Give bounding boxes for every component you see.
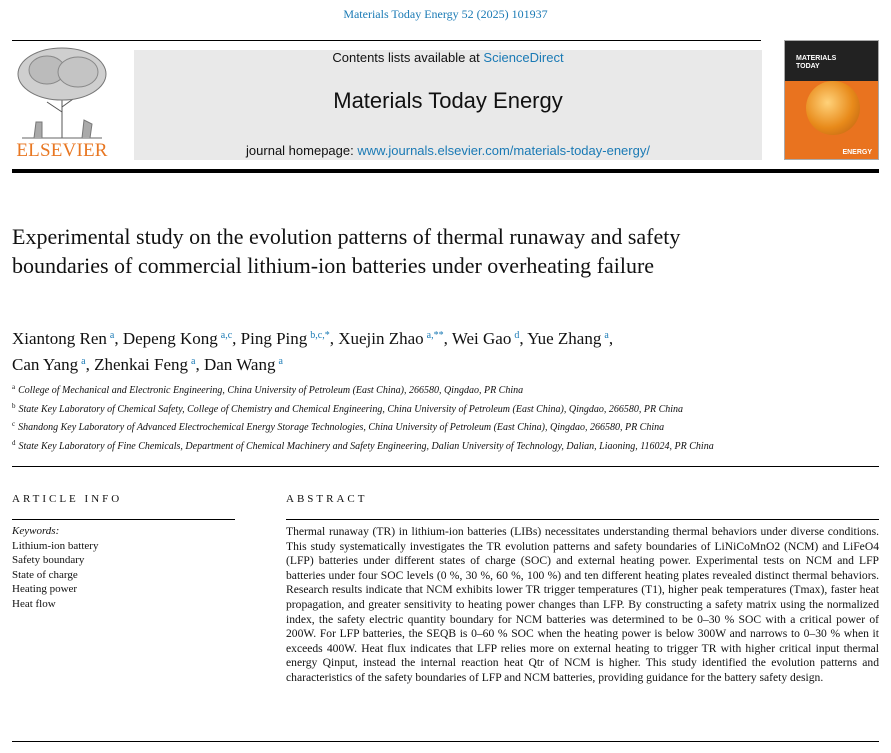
affiliation-item <box>12 417 772 436</box>
author-affiliation-marker[interactable]: a <box>278 356 283 367</box>
author-separator: , <box>195 355 204 374</box>
author-separator: , <box>232 329 241 348</box>
keywords-label: Keywords: <box>12 525 60 537</box>
author-separator: , <box>114 329 123 348</box>
author-affiliation-marker[interactable]: b,c,* <box>310 330 330 341</box>
affiliation-text: State Key Laboratory of Chemical Safety, College of Chemistry and Chemical Engineering, China University of Petroleum (East China), Qingdao, 266580, PR China <box>18 403 684 415</box>
author-affiliation-marker[interactable]: d <box>514 330 520 341</box>
affiliation-key: b <box>12 401 16 410</box>
author-name[interactable]: Xuejin Zhao <box>338 329 424 348</box>
author-list <box>12 324 752 376</box>
journal-citation[interactable]: Materials Today Energy 52 (2025) 101937 <box>343 7 548 21</box>
author-separator: , <box>519 329 528 348</box>
elsevier-tree-icon <box>12 42 112 140</box>
author-name[interactable]: Dan Wang <box>203 355 276 374</box>
journal-cover-thumbnail[interactable] <box>784 40 879 160</box>
cover-subtitle: ENERGY <box>842 149 872 156</box>
author-affiliation-marker[interactable]: a <box>109 330 115 341</box>
keyword-item: State of charge <box>12 568 78 581</box>
author-name[interactable]: Xiantong Ren <box>12 329 107 348</box>
author-affiliation-marker[interactable]: a,c <box>220 330 233 341</box>
author-name[interactable]: Wei Gao <box>451 329 512 348</box>
author-separator: , <box>329 329 339 348</box>
keyword-item: Heating power <box>12 583 78 595</box>
author-separator: , <box>85 355 95 374</box>
affiliation-key: d <box>12 438 16 447</box>
sciencedirect-link[interactable]: ScienceDirect <box>483 50 564 65</box>
keywords-block <box>12 524 235 611</box>
keywords-list <box>12 539 235 612</box>
journal-banner <box>134 50 762 160</box>
affiliation-item <box>12 436 772 455</box>
author-affiliation-marker[interactable]: a,** <box>426 330 444 341</box>
article-info-heading: ARTICLE INFO <box>12 493 123 505</box>
journal-name: Materials Today Energy <box>333 88 563 113</box>
affiliation-item <box>12 399 772 418</box>
affiliation-text: Shandong Key Laboratory of Advanced Electrochemical Energy Storage Technologies, China University of Petroleum (East China), Qingdao, 266580, PR China <box>18 422 665 433</box>
keyword-item: Lithium-ion battery <box>12 539 99 552</box>
keyword-item: Heat flow <box>12 597 56 610</box>
article-info-rule <box>12 519 235 520</box>
article-title: Experimental study on the evolution patterns of thermal runaway and safety boundaries of commercial lithium-ion batteries under overheating failure <box>12 224 681 278</box>
section-divider <box>12 466 879 467</box>
elsevier-wordmark: ELSEVIER <box>16 140 108 161</box>
author-name[interactable]: Can Yang <box>12 355 79 374</box>
abstract-rule <box>286 519 879 520</box>
affiliation-key: a <box>12 383 16 391</box>
affiliation-text: College of Mechanical and Electronic Engineering, China University of Petroleum (East China), 266580, Qingdao, PR China <box>18 385 524 396</box>
author-affiliation-marker[interactable]: a <box>81 356 86 367</box>
author-separator: , <box>443 329 452 348</box>
author-name[interactable]: Zhenkai Feng <box>94 355 189 374</box>
author-separator: , <box>608 329 614 348</box>
header-divider <box>12 169 879 173</box>
abstract-heading: ABSTRACT <box>286 493 368 505</box>
journal-homepage-link[interactable]: www.journals.elsevier.com/materials-today-energy/ <box>357 143 650 158</box>
cover-title: MATERIALS TODAY <box>796 55 837 70</box>
elsevier-logo[interactable] <box>12 42 112 164</box>
author-name[interactable]: Yue Zhang <box>527 329 602 348</box>
header-top-rule <box>12 40 761 41</box>
abstract-text: Thermal runaway (TR) in lithium-ion batteries (LIBs) necessitates understanding thermal behaviors under diverse conditions. This study systematically investigates the TR evolution patterns and safety boundaries of LiNiCoMnO2 (NCM) and LiFeO4 (LFP) batteries under different states of charge (SOC) and external heating power. Experimental tests on NCM and LFP batteries under four SOC levels (0 %, 30 %, 60 %, 100 %) and ten different heating plates revealed distinct thermal behaviors. Research results indicate that NCM exhibits lower TR trigger temperatures (T1), higher peak temperatures (Tmax), faster heat propagation, and greater sensitivity to heating power changes than LFP. By constructing a safety matrix using the normalized index, the safety electric quantity boundary for NCM batteries was determined to be 0–30 % SOC with a critical power of 200W. For LFP batteries, the SEQB is 0–60 % SOC when the heating power is below 300W and narrows to 0–30 % when it exceeds 400W. Heat flux indicates that LFP relies more on external heating to trigger TR with higher critical input thermal energy Qinput, instead the internal reaction heat Qtr of NCM is higher. This study identified the evolution patterns and characteristics of the safety boundaries of LFP and NCM batteries, providing guidance for the battery safety design. <box>286 525 879 684</box>
affiliation-list <box>12 380 772 454</box>
keyword-item: Safety boundary <box>12 554 85 566</box>
cover-image <box>806 81 860 135</box>
author-name[interactable]: Ping Ping <box>240 329 308 348</box>
abstract-bottom-rule <box>12 741 879 742</box>
author-affiliation-marker[interactable]: a <box>191 356 196 367</box>
affiliation-key: c <box>12 420 16 428</box>
contents-line: Contents lists available at ScienceDirect <box>332 50 564 65</box>
author-name[interactable]: Depeng Kong <box>122 329 218 348</box>
author-affiliation-marker[interactable]: a <box>604 330 609 341</box>
affiliation-text: State Key Laboratory of Fine Chemicals, Department of Chemical Machinery and Safety Engineering, Dalian University of Technology, Dalian, Liaoning, 116024, PR China <box>18 440 714 452</box>
affiliation-item <box>12 380 772 399</box>
homepage-line: journal homepage: www.journals.elsevier.com/materials-today-energy/ <box>246 143 650 158</box>
